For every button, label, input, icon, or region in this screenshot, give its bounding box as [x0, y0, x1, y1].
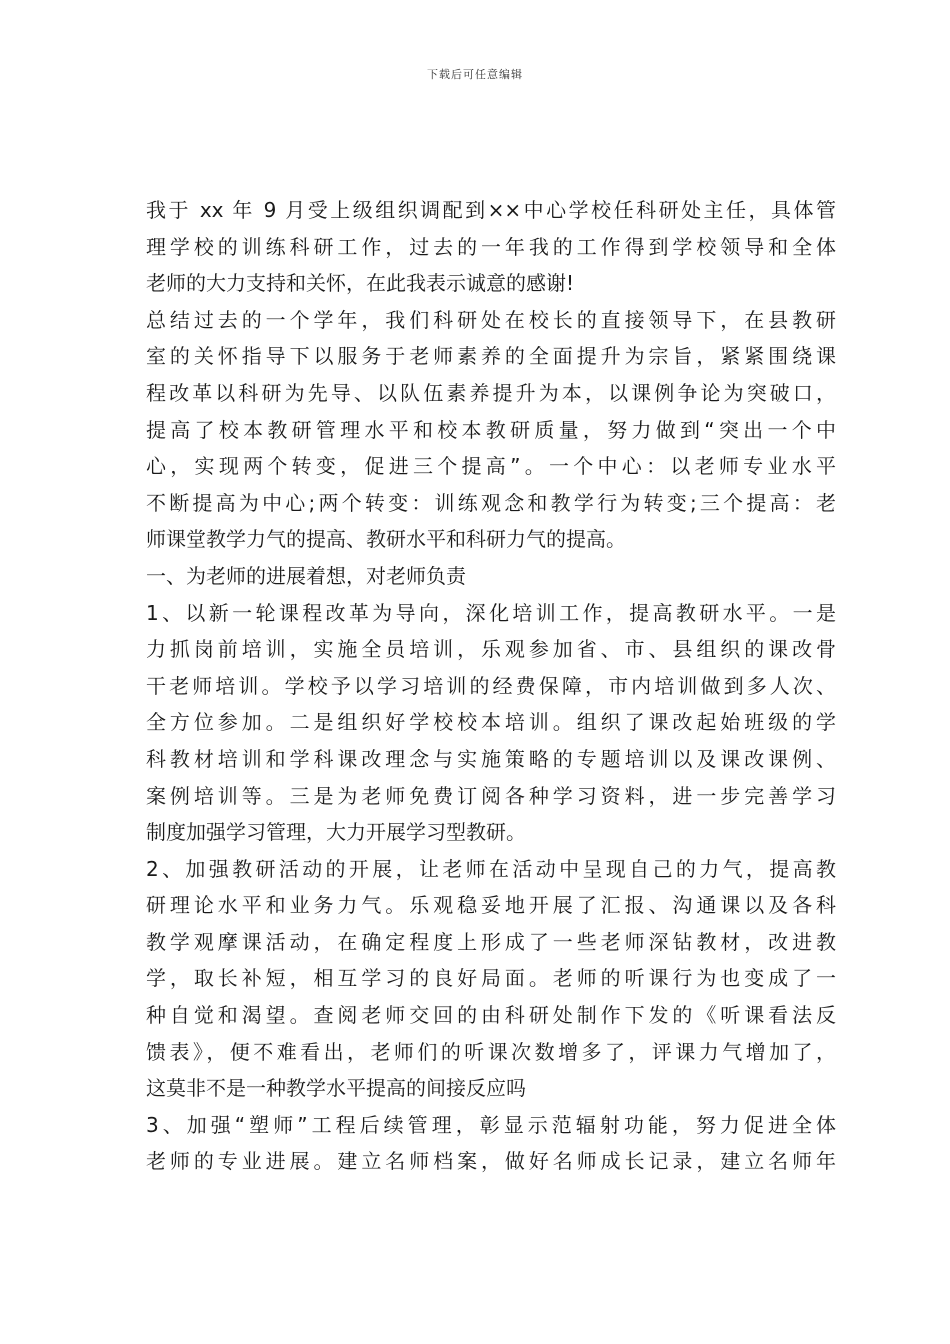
text-line: 力抓岗前培训，实施全员培训，乐观参加省、市、县组织的课改骨: [146, 637, 836, 662]
document-body: [146, 192, 836, 1180]
text-line: 案例培训等。三是为老师免费订阅各种学习资料，进一步完善学习: [146, 783, 836, 808]
text-line: 师课堂教学力气的提高、教研水平和科研力气的提高。: [146, 527, 626, 552]
text-line: 老师的大力支持和关怀，在此我表示诚意的感谢!: [146, 271, 575, 296]
text-line: 室的关怀指导下以服务于老师素养的全面提升为宗旨，紧紧围绕课: [146, 344, 836, 369]
text-line: 教学观摩课活动，在确定程度上形成了一些老师深钻教材，改进教: [146, 929, 836, 954]
text-line: 干老师培训。学校予以学习培训的经费保障，市内培训做到多人次、: [146, 673, 836, 698]
text-line: 1、以新一轮课程改革为导向，深化培训工作，提高教研水平。一是: [146, 600, 836, 625]
text-line: 不断提高为中心;两个转变：训练观念和教学行为转变;三个提高：老: [146, 490, 836, 515]
text-line: 老师的专业进展。建立名师档案，做好名师成长记录，建立名师年: [146, 1149, 836, 1174]
page-header-note: 下载后可任意编辑: [427, 68, 523, 81]
text-line: 总结过去的一个学年，我们科研处在校长的直接领导下，在县教研: [146, 307, 836, 332]
text-line: 一、为老师的进展着想，对老师负责: [146, 563, 466, 588]
text-line: 3、加强“塑师”工程后续管理，彰显示范辐射功能，努力促进全体: [146, 1112, 836, 1137]
text-line: 理学校的训练科研工作，过去的一年我的工作得到学校领导和全体: [146, 234, 836, 259]
text-line: 心，实现两个转变，促进三个提高”。一个中心：以老师专业水平: [146, 454, 836, 479]
text-line: 馈表》，便不难看出，老师们的听课次数增多了，评课力气增加了，: [146, 1039, 836, 1064]
text-line: 提高了校本教研管理水平和校本教研质量，努力做到“突出一个中: [146, 417, 836, 442]
text-line: 我于 xx 年 9 月受上级组织调配到××中心学校任科研处主任，具体管: [146, 198, 836, 222]
text-line: 这莫非不是一种教学水平提高的间接反应吗: [146, 1076, 526, 1101]
text-line: 2、加强教研活动的开展，让老师在活动中呈现自己的力气，提高教: [146, 856, 836, 881]
text-line: 制度加强学习管理，大力开展学习型教研。: [146, 820, 526, 845]
text-line: 全方位参加。二是组织好学校校本培训。组织了课改起始班级的学: [146, 710, 836, 735]
text-line: 程改革以科研为先导、以队伍素养提升为本，以课例争论为突破口，: [146, 380, 836, 405]
text-line: 研理论水平和业务力气。乐观稳妥地开展了汇报、沟通课以及各科: [146, 893, 836, 918]
text-line: 学，取长补短，相互学习的良好局面。老师的听课行为也变成了一: [146, 966, 836, 991]
text-line: 科教材培训和学科课改理念与实施策略的专题培训以及课改课例、: [146, 746, 836, 771]
text-line: 种自觉和渴望。查阅老师交回的由科研处制作下发的《听课看法反: [146, 1003, 836, 1028]
